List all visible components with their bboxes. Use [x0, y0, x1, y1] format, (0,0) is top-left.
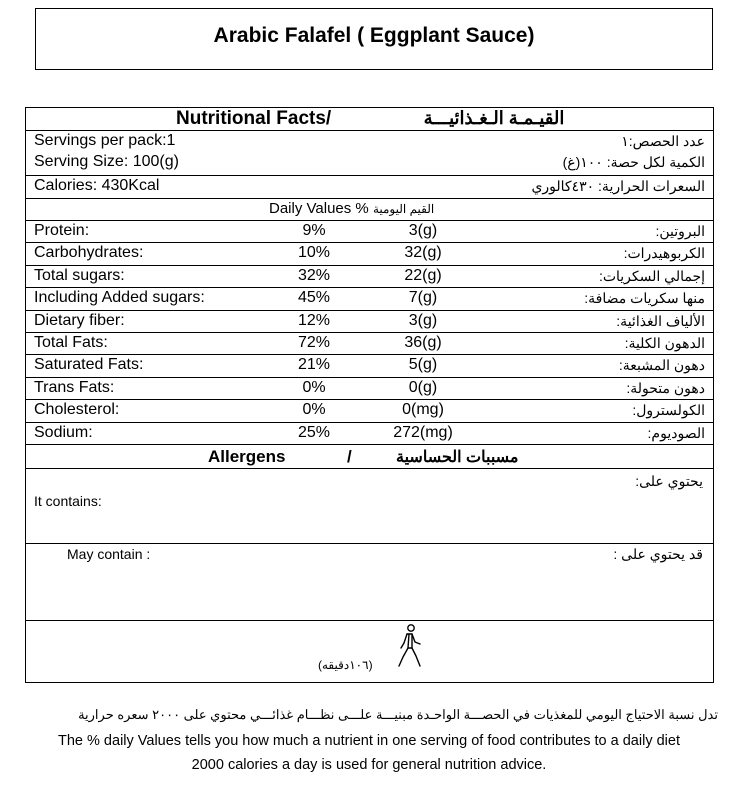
nutrient-name-en: Saturated Fats:: [34, 356, 144, 374]
walking-box: [25, 619, 714, 683]
nutrient-amount: 0(g): [408, 378, 438, 396]
row-divider: [26, 354, 713, 355]
serving-size-en: Serving Size: 100(g): [34, 153, 179, 170]
nutrient-name-ar: الدهون الكلية:: [624, 335, 705, 351]
nutrient-amount: 22(g): [404, 266, 442, 284]
nutrient-name-ar: البروتين:: [655, 223, 705, 239]
footer-ar: تدل نسبة الاحتياج اليومي للمغذيات في الحصـــة الواحـدة مبنيـــة علـــى نظـــام غذائـــي محتوي على ٢٠٠٠ سعره حرارية: [78, 707, 718, 722]
allergens-slash: /: [347, 447, 352, 466]
row-divider: [26, 377, 713, 378]
nutrient-percent: 9%: [302, 222, 326, 239]
walking-person-icon: [396, 624, 422, 673]
nutrient-name-en: Total Fats:: [34, 334, 108, 351]
product-title: Arabic Falafel ( Eggplant Sauce): [213, 24, 535, 47]
row-divider: [26, 332, 713, 333]
nutrient-name-en: Including Added sugars:: [34, 289, 205, 307]
footer-en-line2: 2000 calories a day is used for general nutrition advice.: [191, 757, 547, 773]
serving-size-ar: الكمية لكل حصة: ١٠٠(غ): [562, 154, 705, 170]
walking-time: (١٠٦دقيقه): [318, 658, 373, 672]
row-divider: [26, 399, 713, 400]
calories-en: Calories: 430Kcal: [34, 177, 160, 194]
daily-values-label-en: Daily Values %: [269, 200, 369, 217]
nutrition-header-en: Nutritional Facts/: [176, 108, 332, 129]
nutrient-name-en: Carbohydrates:: [34, 244, 144, 262]
nutrient-name-ar: دهون المشبعة:: [618, 357, 705, 374]
nutrient-amount: 32(g): [404, 244, 442, 262]
contains-ar: يحتوي على:: [635, 473, 703, 489]
contains-en: It contains:: [34, 493, 102, 509]
nutrient-name-ar: منها سكريات مضافة:: [584, 290, 705, 307]
nutrient-amount: 0(mg): [402, 401, 444, 419]
nutrient-name-ar: الصوديوم:: [647, 424, 705, 441]
daily-values-label: [269, 200, 434, 217]
nutrient-percent: 25%: [297, 423, 331, 441]
row-divider: [26, 287, 713, 288]
nutrition-facts-box: [25, 107, 714, 621]
nutrient-name-ar: الكربوهيدرات:: [623, 245, 705, 262]
nutrient-percent: 45%: [297, 289, 331, 307]
nutrient-amount: 5(g): [408, 356, 438, 374]
allergens-heading-ar: مسببات الحساسية: [396, 449, 519, 466]
row-divider: [26, 422, 713, 423]
nutrient-amount: 3(g): [408, 222, 438, 239]
title-box: [35, 8, 713, 70]
nutrient-percent: 32%: [297, 266, 331, 284]
nutrition-header-ar: القيـمـة الـغـذائيـــة: [423, 108, 565, 128]
nutrient-percent: 72%: [297, 334, 331, 351]
nutrient-name-en: Total sugars:: [34, 266, 125, 284]
daily-values-label-ar: القيم اليومية: [372, 202, 435, 216]
row-divider: [26, 310, 713, 311]
nutrient-amount: 7(g): [408, 289, 438, 307]
may-contain-ar: قد يحتوي على :: [613, 546, 703, 562]
nutrient-name-ar: دهون متحولة:: [626, 379, 705, 396]
row-divider: [26, 242, 713, 243]
servings-per-pack-en: Servings per pack:1: [34, 132, 176, 149]
nutrient-percent: 0%: [302, 401, 326, 419]
servings-per-pack-ar: عدد الحصص:١: [621, 133, 705, 149]
nutrient-name-en: Cholesterol:: [34, 401, 120, 419]
nutrient-name-ar: الكولسترول:: [632, 402, 705, 419]
row-divider: [26, 265, 713, 266]
nutrient-percent: 10%: [297, 244, 331, 262]
nutrient-percent: 0%: [302, 378, 326, 396]
nutrient-amount: 272(mg): [393, 423, 453, 441]
nutrient-name-en: Dietary fiber:: [34, 311, 125, 329]
nutrient-name-en: Sodium:: [34, 423, 93, 441]
nutrient-amount: 3(g): [408, 311, 438, 329]
may-contain-en: May contain :: [67, 546, 151, 562]
nutrient-percent: 21%: [297, 356, 331, 374]
nutrient-name-ar: إجمالي السكريات:: [598, 267, 705, 284]
footer-en-line1: The % daily Values tells you how much a nutrient in one serving of food contributes to a daily diet: [58, 733, 680, 749]
calories-ar: السعرات الحرارية: ٤٣٠كالوري: [531, 178, 705, 194]
nutrient-name-ar: الألياف الغذائية:: [616, 312, 705, 329]
nutrient-amount: 36(g): [404, 334, 442, 351]
nutrient-name-en: Trans Fats:: [34, 378, 115, 396]
nutrient-name-en: Protein:: [34, 222, 90, 239]
allergens-heading-en: Allergens: [208, 447, 286, 466]
nutrient-percent: 12%: [297, 311, 331, 329]
